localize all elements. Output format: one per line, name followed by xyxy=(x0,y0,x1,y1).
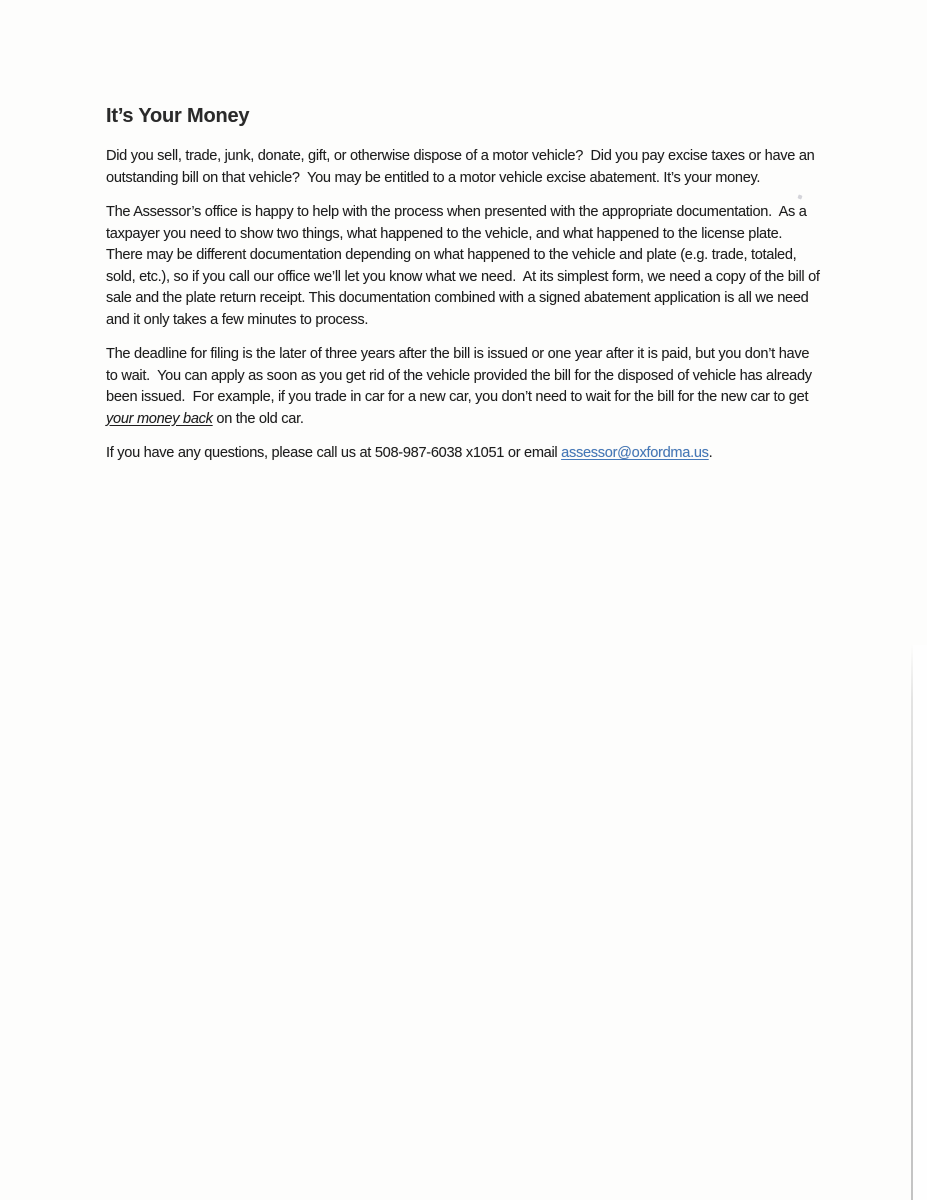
scan-paper-edge-strip xyxy=(913,645,927,1200)
paragraph-process: The Assessor’s office is happy to help with the process when presented with the appropriate documentation. As a taxpayer you need to show two things, what happened to the vehicle, and what happened to the license plate. There may be different documentation depending on what happened to the vehicle and plate (e.g. trade, totaled, sold, etc.), so if you call our office we’ll let you know what we need. At its simplest form, we need a copy of the bill of sale and the plate return receipt. This documentation combined with a signed abatement application is all we need and it only takes a few minutes to process. xyxy=(106,204,824,328)
paragraph-contact-text-before: If you have any questions, please call us at 508-987-6038 x1051 or email xyxy=(106,445,562,461)
document-content xyxy=(106,103,824,478)
paragraph-deadline-text-after: on the old car. xyxy=(212,410,304,427)
paragraph-deadline-text-before: The deadline for filing is the later of three years after the bill is issued or one year after it is paid, but you don’t have to wait. You can apply as soon as you get rid of the vehicle provided the bill for the disposed of vehicle has already been issued. For example, if you trade in car for a new car, you don’t need to wait for the bill for the new car to get xyxy=(106,346,816,405)
document-title: It’s Your Money xyxy=(106,105,250,127)
scan-paper-edge-line xyxy=(911,645,913,1200)
paragraph-deadline xyxy=(106,344,824,430)
paragraph-intro: Did you sell, trade, junk, donate, gift, or otherwise dispose of a motor vehicle? Did you pay excise taxes or have an outstanding bill on that vehicle? You may be entitled to a motor vehicle excise abatement. It’s your money. xyxy=(106,148,819,186)
paragraph-contact xyxy=(106,443,824,465)
assessor-email-link[interactable]: assessor@oxfordma.us xyxy=(561,445,709,461)
paragraph-contact-text-after: . xyxy=(708,445,713,461)
your-money-back-emphasis: your money back xyxy=(106,410,213,427)
